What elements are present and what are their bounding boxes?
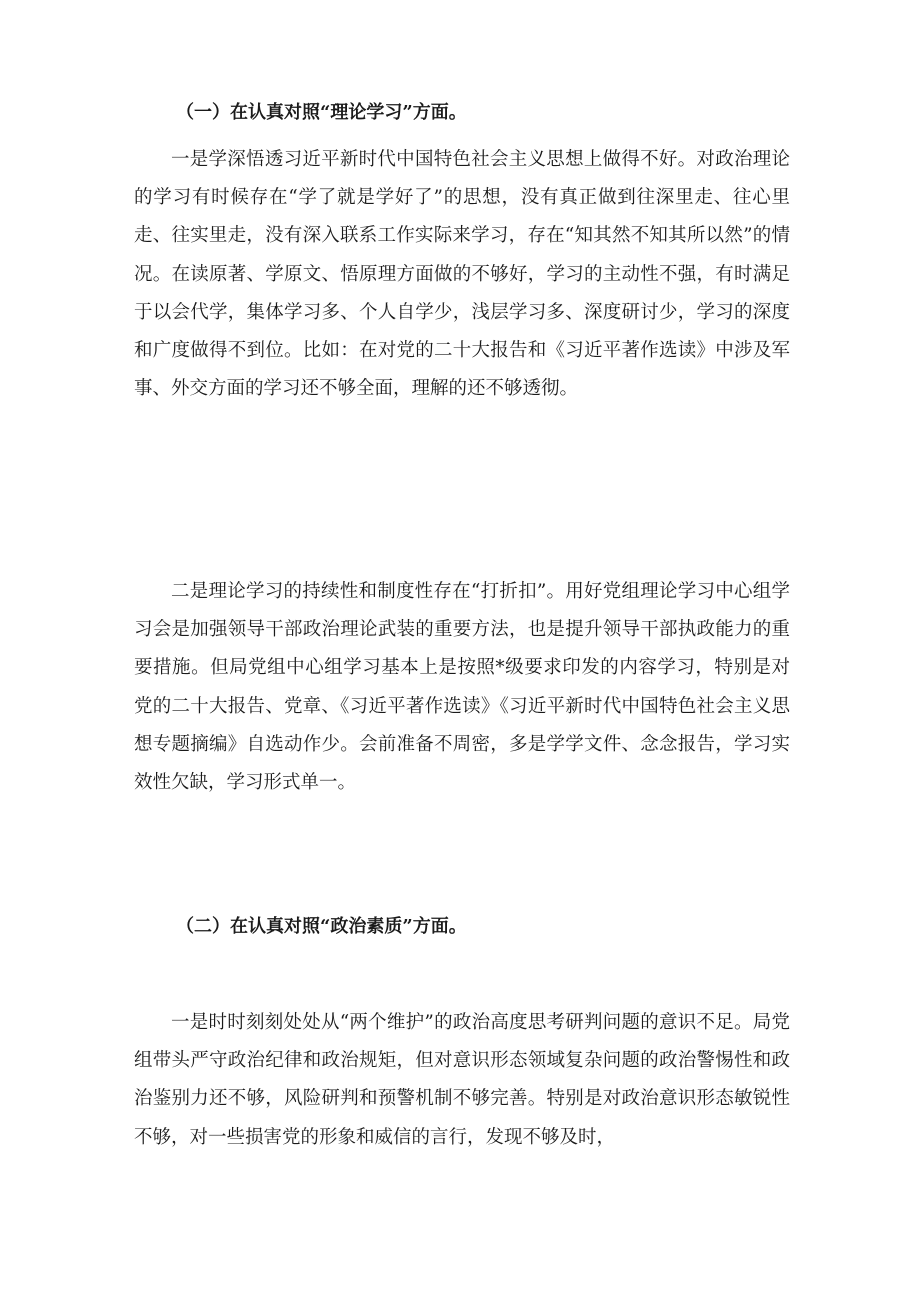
section-heading-political-quality: （二）在认真对照“政治素质”方面。: [176, 916, 467, 937]
paragraph-theory-study-2: 二是理论学习的持续性和制度性存在“打折扣”。用好党组理论学习中心组学习会是加强领导干部政治理论武装的重要方法，也是提升领导干部执政能力的重要措施。但局党组中心组学习基本上是按照*级要求印发的内容学习，特别是对党的二十大报告、党章、《习近平著作选读》《习近平新时代中国特色社会主义思想专题摘编》自选动作少。会前准备不周密，多是学学文件、念念报告，学习实效性欠缺，学习形式单一。: [134, 581, 790, 794]
paragraph-political-quality-1: 一是时时刻刻处处从“两个维护”的政治高度思考研判问题的意识不足。局党组带头严守政治纪律和政治规矩，但对意识形态领域复杂问题的政治警惕性和政治鉴别力还不够，风险研判和预警机制不够完善。特别是对政治意识形态敏锐性不够，对一些损害党的形象和威信的言行，发现不够及时，: [134, 1012, 790, 1148]
paragraph-theory-study-1: 一是学深悟透习近平新时代中国特色社会主义思想上做得不好。对政治理论的学习有时候存在“学了就是学好了”的思想，没有真正做到往深里走、往心里走、往实里走，没有深入联系工作实际来学习，存在“知其然不知其所以然”的情况。在读原著、学原文、悟原理方面做的不够好，学习的主动性不强，有时满足于以会代学，集体学习多、个人自学少，浅层学习多、深度研讨少，学习的深度和广度做得不到位。比如：在对党的二十大报告和《习近平著作选读》中涉及军事、外交方面的学习还不够全面，理解的还不够透彻。: [134, 149, 790, 400]
section-heading-theory-study: （一）在认真对照“理论学习”方面。: [176, 102, 467, 123]
